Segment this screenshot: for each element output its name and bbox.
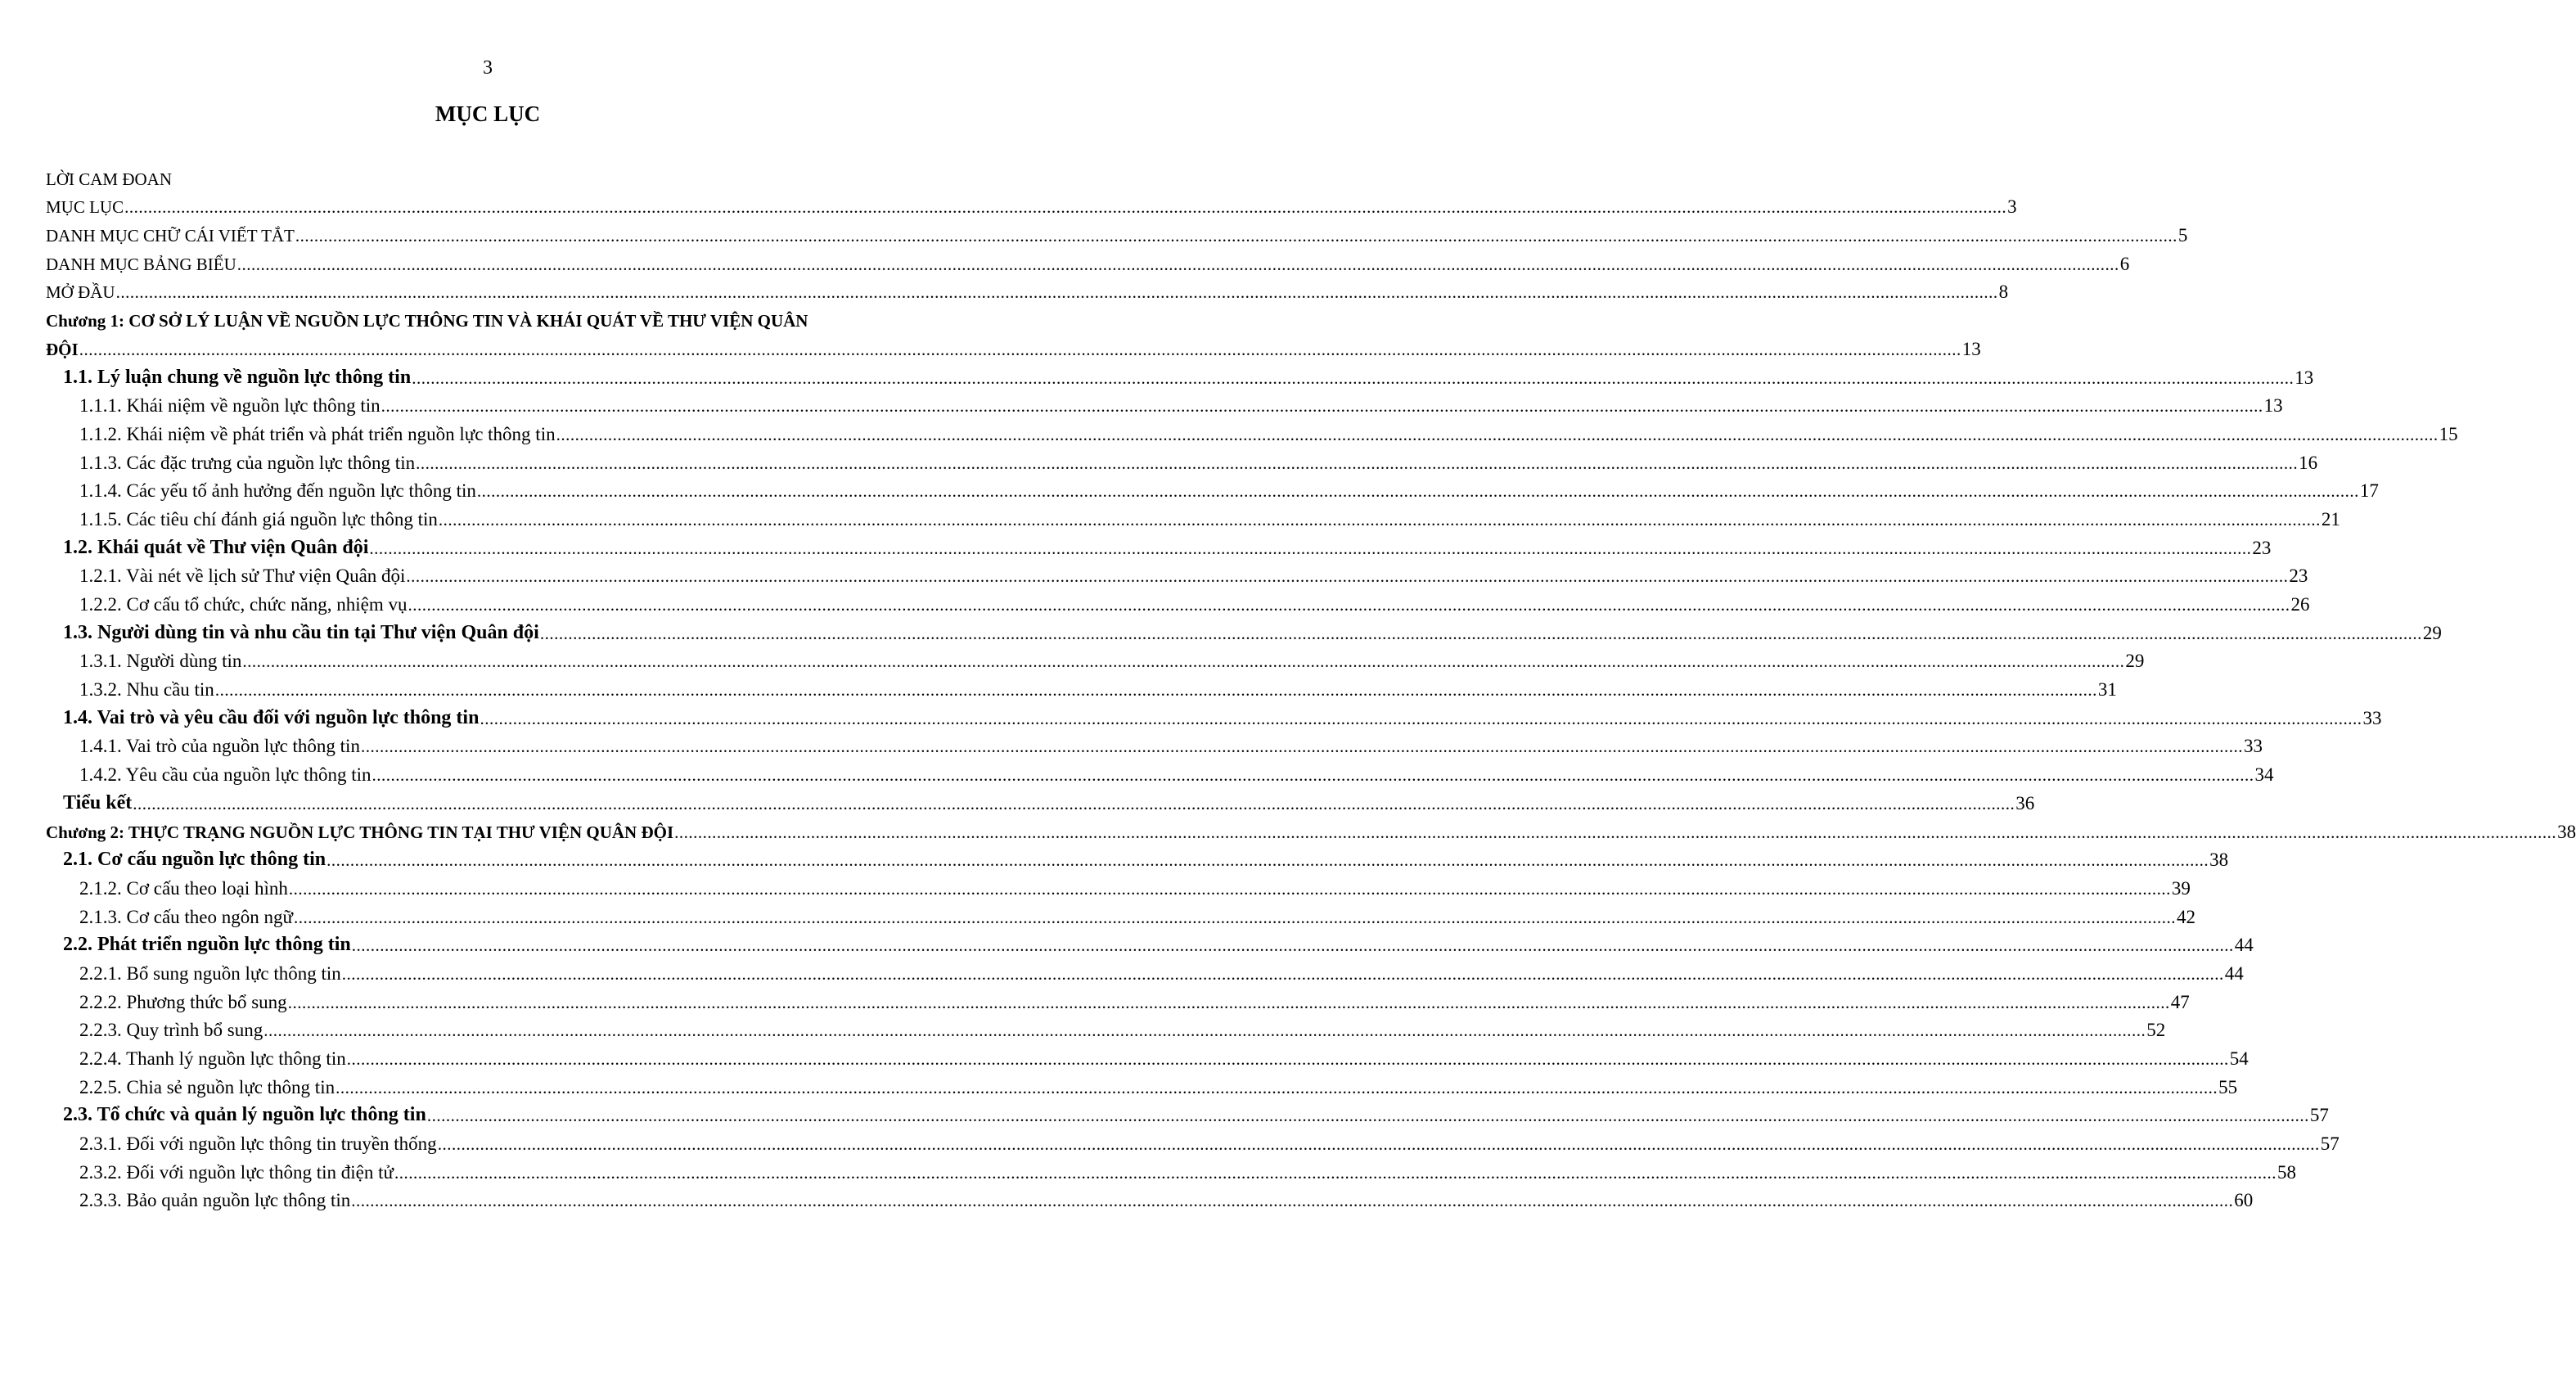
- toc-entry-page: 58: [2277, 1161, 2296, 1183]
- toc-entry[interactable]: [46, 985, 2190, 1013]
- toc-entry-label: 2.2.3. Quy trình bổ sung: [79, 1020, 263, 1041]
- dot-leader: ................................................................................................................................................................................................................................................................................................................................................................................................................: [369, 538, 2252, 558]
- toc-entry-page: 17: [2359, 480, 2379, 502]
- toc-entry-page: 38: [2557, 821, 2576, 842]
- dot-leader: ................................................................................................................................................................................................................................................................................................................................................................................................................: [336, 1077, 2218, 1097]
- dot-leader: ................................................................................................................................................................................................................................................................................................................................................................................................................: [294, 907, 2176, 927]
- dot-leader: ................................................................................................................................................................................................................................................................................................................................................................................................................: [476, 481, 2359, 502]
- dot-leader: ................................................................................................................................................................................................................................................................................................................................................................................................................: [115, 282, 1998, 303]
- dot-leader: ................................................................................................................................................................................................................................................................................................................................................................................................................: [438, 509, 2321, 530]
- dot-leader: ................................................................................................................................................................................................................................................................................................................................................................................................................: [287, 992, 2170, 1012]
- table-of-contents: [46, 161, 2576, 1211]
- toc-entry-label: 1.2.2. Cơ cấu tổ chức, chức năng, nhiệm vụ: [79, 594, 408, 615]
- toc-entry[interactable]: [46, 1013, 2166, 1042]
- toc-entry[interactable]: [46, 275, 2009, 304]
- toc-entry[interactable]: [46, 246, 2130, 275]
- toc-entry-page: 26: [2290, 594, 2310, 615]
- dot-leader: ................................................................................................................................................................................................................................................................................................................................................................................................................: [674, 822, 2557, 842]
- toc-entry-label: 2.1. Cơ cấu nguồn lực thông tin: [63, 849, 327, 871]
- dot-leader: ................................................................................................................................................................................................................................................................................................................................................................................................................: [416, 453, 2299, 473]
- toc-title: MỤC LỤC: [435, 101, 541, 126]
- toc-entry-page: 5: [2177, 225, 2188, 246]
- toc-entry-page: 23: [2252, 537, 2272, 558]
- dot-leader: ................................................................................................................................................................................................................................................................................................................................................................................................................: [79, 339, 1961, 359]
- toc-entry-page: 13: [1961, 338, 1981, 359]
- dot-leader: ................................................................................................................................................................................................................................................................................................................................................................................................................: [406, 566, 2289, 587]
- toc-entry[interactable]: [46, 956, 2244, 985]
- toc-entry-label: 1.2.1. Vài nét về lịch sử Thư viện Quân đội: [79, 566, 406, 587]
- dot-leader: ................................................................................................................................................................................................................................................................................................................................................................................................................: [124, 197, 2007, 218]
- toc-entry-page: 16: [2299, 452, 2318, 473]
- toc-entry[interactable]: [46, 672, 2117, 701]
- toc-entry-page: 23: [2289, 566, 2308, 587]
- toc-entry[interactable]: [46, 445, 2318, 474]
- toc-entry[interactable]: [46, 644, 2145, 673]
- toc-entry-label: Tiểu kết: [63, 791, 133, 813]
- dot-leader: ................................................................................................................................................................................................................................................................................................................................................................................................................: [214, 680, 2097, 701]
- toc-entry-label: 1.3.2. Nhu cầu tin: [79, 679, 214, 701]
- toc-entry-page: 29: [2125, 651, 2145, 672]
- toc-entry[interactable]: [46, 701, 2382, 729]
- toc-entry-label: 1.1. Lý luận chung về nguồn lực thông tin: [63, 366, 412, 388]
- toc-entry-label: 2.3.1. Đối với nguồn lực thông tin truyền thống: [79, 1133, 437, 1155]
- toc-entry[interactable]: [46, 389, 2283, 417]
- toc-entry[interactable]: [46, 587, 2310, 615]
- toc-entry-label: 1.1.1. Khái niệm về nguồn lực thông tin: [79, 395, 381, 417]
- toc-entry-label: 2.3.2. Đối với nguồn lực thông tin điện tử: [79, 1161, 394, 1183]
- toc-entry-label: MỞ ĐẦU: [46, 282, 115, 303]
- toc-entry-label: 2.1.2. Cơ cấu theo loại hình: [79, 877, 288, 899]
- toc-entry[interactable]: [46, 1183, 2254, 1212]
- toc-entry[interactable]: [46, 559, 2308, 588]
- toc-entry-page: 57: [2309, 1105, 2329, 1126]
- dot-leader: ................................................................................................................................................................................................................................................................................................................................................................................................................: [351, 935, 2234, 956]
- page-number: 3: [483, 57, 493, 79]
- dot-leader: ................................................................................................................................................................................................................................................................................................................................................................................................................: [381, 396, 2263, 417]
- toc-entry[interactable]: [46, 928, 2254, 957]
- toc-entry[interactable]: [46, 729, 2263, 758]
- toc-entry[interactable]: [46, 502, 2340, 530]
- dot-leader: ................................................................................................................................................................................................................................................................................................................................................................................................................: [539, 623, 2422, 643]
- toc-entry[interactable]: [46, 474, 2379, 502]
- toc-entry-page: 34: [2254, 764, 2274, 786]
- toc-entry-label: 2.3.3. Bảo quản nguồn lực thông tin: [79, 1190, 351, 1211]
- toc-entry[interactable]: [46, 615, 2442, 644]
- toc-entry-page: 33: [2362, 707, 2382, 728]
- toc-entry[interactable]: [46, 1155, 2296, 1183]
- toc-entry[interactable]: [46, 530, 2272, 559]
- toc-entry[interactable]: [46, 218, 2188, 246]
- toc-entry[interactable]: [46, 843, 2229, 872]
- toc-entry-label: 1.4.2. Yêu cầu của nguồn lực thông tin: [79, 764, 372, 786]
- dot-leader: ................................................................................................................................................................................................................................................................................................................................................................................................................: [372, 765, 2254, 786]
- toc-entry-page: 29: [2422, 622, 2442, 643]
- toc-entry[interactable]: [46, 303, 930, 331]
- toc-entry-label: Chương 2: THỰC TRẠNG NGUỒN LỰC THÔNG TIN TẠI THƯ VIỆN QUÂN ĐỘI: [46, 822, 674, 842]
- dot-leader: ................................................................................................................................................................................................................................................................................................................................................................................................................: [295, 226, 2177, 246]
- toc-entry[interactable]: [46, 871, 2191, 899]
- toc-entry[interactable]: [46, 786, 2035, 814]
- toc-entry-label: LỜI CAM ĐOAN: [46, 169, 172, 189]
- toc-entry-page: 44: [2224, 962, 2244, 984]
- toc-entry[interactable]: [46, 1098, 2329, 1127]
- toc-entry-page: 42: [2177, 906, 2195, 927]
- dot-leader: ................................................................................................................................................................................................................................................................................................................................................................................................................: [263, 1021, 2146, 1041]
- dot-leader: ................................................................................................................................................................................................................................................................................................................................................................................................................: [236, 254, 2119, 274]
- toc-entry-page: 39: [2171, 877, 2191, 899]
- toc-entry-page: 31: [2097, 679, 2117, 701]
- toc-entry-label: 1.2. Khái quát về Thư viện Quân đội: [63, 536, 369, 558]
- toc-entry-page: 21: [2321, 508, 2340, 530]
- toc-entry-label: DANH MỤC BẢNG BIỂU: [46, 254, 236, 274]
- toc-entry-label: 2.2.2. Phương thức bổ sung: [79, 991, 287, 1012]
- dot-leader: ................................................................................................................................................................................................................................................................................................................................................................................................................: [351, 1191, 2234, 1211]
- toc-entry-page: 15: [2439, 423, 2458, 444]
- toc-entry[interactable]: [46, 1041, 2249, 1070]
- toc-entry-label: 1.3. Người dùng tin và nhu cầu tin tại Thư viện Quân đội: [63, 621, 539, 643]
- toc-entry-page: 33: [2243, 736, 2263, 757]
- toc-entry[interactable]: [46, 161, 750, 190]
- toc-entry-label: 1.4. Vai trò và yêu cầu đối với nguồn lực thông tin: [63, 706, 480, 728]
- dot-leader: ................................................................................................................................................................................................................................................................................................................................................................................................................: [133, 793, 2015, 813]
- toc-entry[interactable]: [46, 417, 2458, 445]
- dot-leader: ................................................................................................................................................................................................................................................................................................................................................................................................................: [346, 1049, 2229, 1069]
- toc-entry-label: 2.1.3. Cơ cấu theo ngôn ngữ: [79, 906, 293, 927]
- toc-entry-page: 60: [2234, 1190, 2254, 1211]
- dot-leader: ................................................................................................................................................................................................................................................................................................................................................................................................................: [341, 963, 2224, 984]
- dot-leader: ................................................................................................................................................................................................................................................................................................................................................................................................................: [412, 367, 2295, 388]
- dot-leader: ................................................................................................................................................................................................................................................................................................................................................................................................................: [408, 595, 2290, 615]
- toc-entry-page: 54: [2229, 1048, 2249, 1069]
- toc-entry-page: 36: [2015, 792, 2035, 813]
- toc-entry-page: 57: [2320, 1133, 2340, 1155]
- toc-entry-label: 1.1.5. Các tiêu chí đánh giá nguồn lực thông tin: [79, 508, 438, 530]
- dot-leader: ................................................................................................................................................................................................................................................................................................................................................................................................................: [360, 737, 2243, 757]
- toc-entry-label: DANH MỤC CHỮ CÁI VIẾT TẮT: [46, 226, 295, 246]
- toc-entry-label: ĐỘI: [46, 339, 79, 359]
- toc-entry[interactable]: [46, 331, 1981, 360]
- dot-leader: ................................................................................................................................................................................................................................................................................................................................................................................................................: [327, 850, 2209, 871]
- toc-entry-page: 44: [2234, 935, 2254, 956]
- toc-entry-label: MỤC LỤC: [46, 197, 124, 218]
- toc-entry-label: 2.2.1. Bổ sung nguồn lực thông tin: [79, 962, 341, 984]
- toc-entry[interactable]: [46, 360, 2314, 389]
- dot-leader: ................................................................................................................................................................................................................................................................................................................................................................................................................: [480, 708, 2362, 728]
- toc-entry-label: 1.3.1. Người dùng tin: [79, 651, 242, 672]
- toc-entry-label: 2.2.5. Chia sẻ nguồn lực thông tin: [79, 1076, 336, 1097]
- dot-leader: ................................................................................................................................................................................................................................................................................................................................................................................................................: [437, 1134, 2320, 1155]
- toc-entry-page: 47: [2170, 991, 2190, 1012]
- toc-entry-label: 2.3. Tổ chức và quản lý nguồn lực thông tin: [63, 1104, 426, 1126]
- toc-entry-label: 1.1.4. Các yếu tố ảnh hưởng đến nguồn lực thông tin: [79, 480, 476, 502]
- toc-entry-label: 1.1.2. Khái niệm về phát triển và phát triển nguồn lực thông tin: [79, 423, 556, 444]
- toc-entry[interactable]: [46, 1070, 2238, 1098]
- toc-entry-page: 55: [2218, 1076, 2238, 1097]
- toc-entry-page: 3: [2007, 196, 2017, 218]
- toc-entry[interactable]: [46, 899, 2195, 928]
- toc-entry-label: 1.4.1. Vai trò của nguồn lực thông tin: [79, 736, 360, 757]
- toc-entry-page: 6: [2119, 253, 2130, 274]
- toc-entry[interactable]: [46, 757, 2274, 786]
- toc-entry[interactable]: [46, 814, 2576, 843]
- toc-entry-page: 13: [2295, 367, 2314, 388]
- toc-entry-page: 8: [1998, 282, 2009, 303]
- toc-entry[interactable]: [46, 1126, 2340, 1155]
- dot-leader: ................................................................................................................................................................................................................................................................................................................................................................................................................: [242, 651, 2125, 672]
- toc-entry-label: 2.2.4. Thanh lý nguồn lực thông tin: [79, 1048, 346, 1069]
- dot-leader: ................................................................................................................................................................................................................................................................................................................................................................................................................: [426, 1106, 2309, 1126]
- toc-entry[interactable]: [46, 190, 2017, 219]
- toc-entry-page: 13: [2263, 395, 2283, 417]
- toc-entry-label: Chương 1: CƠ SỞ LÝ LUẬN VỀ NGUỒN LỰC THÔNG TIN VÀ KHÁI QUÁT VỀ THƯ VIỆN QUÂN: [46, 311, 808, 331]
- dot-leader: ................................................................................................................................................................................................................................................................................................................................................................................................................: [288, 878, 2171, 899]
- toc-entry-page: 38: [2209, 849, 2229, 871]
- toc-entry-label: 1.1.3. Các đặc trưng của nguồn lực thông tin: [79, 452, 416, 473]
- dot-leader: ................................................................................................................................................................................................................................................................................................................................................................................................................: [556, 424, 2439, 444]
- toc-entry-label: 2.2. Phát triển nguồn lực thông tin: [63, 934, 351, 956]
- toc-entry-page: 52: [2146, 1020, 2166, 1041]
- dot-leader: ................................................................................................................................................................................................................................................................................................................................................................................................................: [394, 1162, 2277, 1183]
